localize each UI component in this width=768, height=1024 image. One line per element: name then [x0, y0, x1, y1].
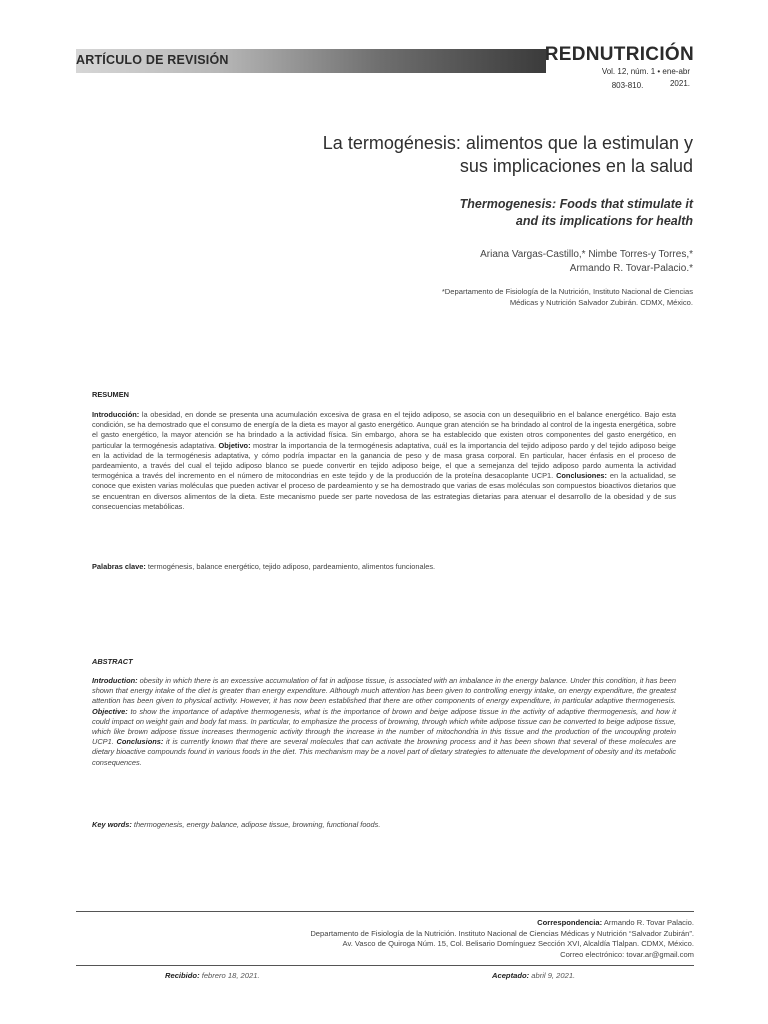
- title-en-line-2: and its implications for health: [515, 214, 693, 228]
- resumen-intro-label: Introducción:: [92, 410, 140, 419]
- journal-pages: 803-810.: [611, 81, 644, 90]
- abstract-objective-label: Objective:: [92, 706, 128, 716]
- correspondence-line-3: Av. Vasco de Quiroga Núm. 15, Col. Belisario Domínguez Sección XVI, Alcaldía Tlalpan. CDMX, México.: [342, 939, 694, 948]
- correspondence-label: Correspondencia:: [537, 918, 603, 927]
- received-date: [165, 971, 260, 980]
- affiliation-line-1: *Departamento de Fisiología de la Nutrición, Instituto Nacional de Ciencias: [441, 287, 693, 296]
- authors-line-1: Ariana Vargas-Castillo,* Nimbe Torres-y Torres,*: [480, 249, 693, 260]
- resumen-objective-label: Objetivo:: [218, 440, 251, 450]
- accepted-label: Aceptado:: [492, 971, 530, 980]
- article-title-spanish: [173, 132, 693, 178]
- accepted-value: abril 9, 2021.: [529, 971, 576, 980]
- correspondence-line-1: [134, 918, 694, 929]
- received-label: Recibido:: [165, 971, 200, 980]
- abstract-intro-text: obesity in which there is an excessive accumulation of fat in adipose tissue, is associated with an imbalance in the energy balance. Under this condition, it has been shown that energy intake of the diet is greater than energy expenditure. Although much attention has been given to controlling energy intake, on energy expenditure, the greatest attention has been given to physical activity. However, it has now been established that there are other components of energy expenditure, in particular adaptive thermogenesis.: [92, 676, 676, 706]
- correspondence-block: [134, 918, 694, 960]
- resumen-keywords-text: termogénesis, balance energético, tejido adiposo, pardeamiento, alimentos funcionales.: [145, 562, 436, 571]
- resumen-body: [92, 410, 676, 512]
- received-value: febrero 18, 2021.: [199, 971, 260, 980]
- resumen-keywords-label: Palabras clave:: [92, 562, 146, 571]
- journal-name: REDNUTRICIÓN: [544, 44, 694, 65]
- affiliation-line-2: Médicas y Nutrición Salvador Zubirán. CDMX, México.: [509, 298, 693, 307]
- accepted-date: [492, 971, 575, 980]
- title-es-line-2: sus implicaciones en la salud: [459, 156, 693, 176]
- abstract-objective-text: to show the importance of adaptive thermogenesis, what is the importance of brown and beige adipose tissue in the activity of adaptive thermogenesis, and how it could impact on weight gain and body fat mass. In particular, to emphasize the process of browning, through which white adipose tissue can be converted to beige adipose tissue, which like brown adipose tissue increases thermogenic activity through the increase in the number of mitochondria in this tissue and the production of the uncoupling protein UCP1.: [92, 706, 676, 747]
- correspondence-name: Armando R. Tovar Palacio.: [602, 918, 694, 927]
- abstract-intro-label: Introduction:: [92, 676, 138, 685]
- abstract-body: [92, 676, 676, 768]
- resumen-conclusions-text: en la actualidad, se conoce que existen varias moléculas que pueden activar el proceso de pardeamiento y se ha demostrado que varias de esas moléculas son compuestos bioactivos dietarios que se encuentran en diversos alimentos de la dieta. Este mecanismo puede ser parte novedosa de las estrategias dietarias para atenuar el desarrollo de la obesidad y de sus consecuencias metabólicas.: [92, 471, 676, 511]
- resumen-conclusions-label: Conclusiones:: [556, 471, 607, 481]
- abstract-conclusions-label: Conclusions:: [116, 737, 164, 747]
- resumen-intro-text: la obesidad, en donde se presenta una acumulación excesiva de grasa en el tejido adiposo, se asocia con un desequilibrio en el balance energético. Bajo esta condición, se ha demostrado que el consumo de energía de la dieta es mayor al gasto energético. Aunque gran atención se ha brindado al control de la ingesta energética, sobre el gasto energético, la mayor atención se ha brindado a la actividad física. Sin embargo, ahora se ha establecido que existen otros componentes del gasto energético, en particular la termogénesis adaptativa.: [92, 410, 676, 450]
- resumen-objective-text: mostrar la importancia de la termogénesis adaptativa, cuál es la importancia del tejido adiposo pardo y del tejido adiposo beige en la actividad de la termogénesis adaptativa, y cómo podría impactar en la ganancia de peso y de masa grasa corporal. En particular, hacer énfasis en el proceso de pardeamiento, a través del cual el tejido adiposo blanco se puede convertir en tejido adiposo beige, el que a semejanza del tejido adiposo pardo aumenta la actividad termogénica a través del incremento en el número de mitocondrias en este tejido y de la producción de la proteína desacoplante UCP1.: [92, 440, 676, 481]
- title-en-line-1: Thermogenesis: Foods that stimulate it: [459, 197, 693, 211]
- section-label: ARTÍCULO DE REVISIÓN: [76, 53, 229, 67]
- abstract-heading: ABSTRACT: [92, 657, 133, 666]
- resumen-keywords: [92, 562, 676, 572]
- title-es-line-1: La termogénesis: alimentos que la estimulan y: [322, 133, 693, 153]
- abstract-conclusions-text: it is currently known that there are several molecules that can activate the browning process and it has been shown that several of these molecules are dietary bioactive compounds found in various foods in the diet. This mechanism may be a novel part of dietary strategies to attenuate the development of obesity and its metabolic consequences.: [92, 737, 676, 767]
- correspondence-email: Correo electrónico: tovar.ar@gmail.com: [560, 949, 694, 959]
- footer-divider: [76, 911, 694, 912]
- abstract-keywords-label: Key words:: [92, 820, 132, 829]
- authors-line-2: Armando R. Tovar-Palacio.*: [569, 263, 693, 274]
- author-affiliation: [233, 286, 693, 308]
- abstract-keywords-text: thermogenesis, energy balance, adipose tissue, browning, functional foods.: [131, 820, 381, 829]
- dates-divider: [76, 965, 694, 966]
- resumen-heading: RESUMEN: [92, 390, 129, 399]
- article-title-english: [233, 196, 693, 230]
- correspondence-line-2: Departamento de Fisiología de la Nutrición. Instituto Nacional de Ciencias Médicas y Nutrición “Salvador Zubirán”.: [310, 928, 694, 938]
- author-list: [233, 248, 693, 276]
- journal-volume: Vol. 12, núm. 1 • ene-abr 2021.: [601, 67, 690, 88]
- abstract-keywords: [92, 820, 676, 830]
